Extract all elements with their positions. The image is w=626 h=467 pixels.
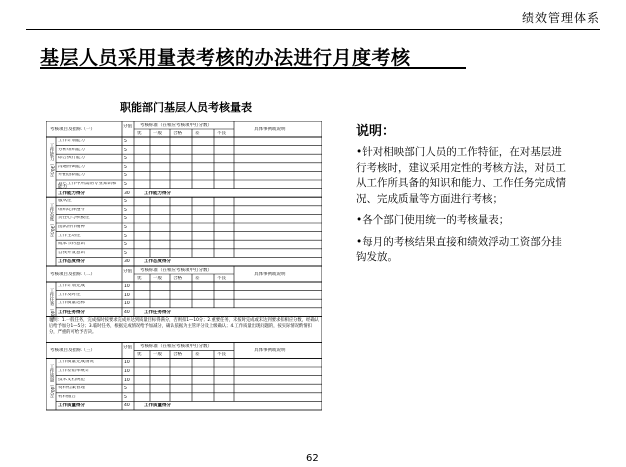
section1-row-0: 工作计划能力 (58, 139, 85, 143)
section4-eval-label: 考核标准（在相应考核项中打分数） (140, 343, 212, 349)
section3-level-3: 差 (195, 275, 200, 281)
section1-row-5: 其它工作中所需的专业知识和能力 (58, 182, 117, 191)
section3-eval-label: 考核标准（在相应考核项中打分数） (140, 267, 212, 273)
section4-level-2: 合格 (173, 351, 182, 357)
section1-row-weight-0: 5 (124, 139, 127, 144)
section3-group-label: 工作任务（40分） (49, 288, 54, 326)
explanation-panel (356, 120, 568, 272)
section2-subtotal-echo: 工作态度得分 (144, 259, 171, 265)
section1-row-weight-2: 5 (124, 156, 127, 162)
section3-remark: 说明：1.一般任务，完成按时按要求完成并达到质量目标得满分，否则扣1—10分；2.重要任务，未按时完成或未达到要求扣相应分数，经确认后给予加分1—5分；3.临时任务，根据完成情况给予加减分，确认依据为主管评分及上级确认；4.工作质量出现问题的，按实际情况酌情扣分，严重的可给予否决。 (49, 318, 319, 335)
section2-row-weight-0: 5 (124, 199, 127, 205)
section3-row-weight-0: 10 (124, 284, 130, 289)
section2-row-weight-6: 5 (124, 250, 127, 256)
explanation-item-3: •每月的考核结果直接和绩效浮动工资部分挂钩发放。 (356, 235, 562, 263)
section4-row-weight-0: 10 (124, 360, 130, 366)
section4-level-4: 不良 (217, 351, 226, 357)
explanation-label: 说明： (356, 124, 396, 139)
section2-row-weight-1: 5 (124, 207, 127, 213)
section1-row-4: 开拓创新能力 (58, 173, 85, 178)
section1-header: 考核项目及指标（一） (50, 126, 95, 132)
section4-row-0: 工作质量完成情况 (58, 360, 94, 365)
section1-subtotal-echo: 工作能力得分 (144, 190, 171, 196)
section3-row-weight-2: 10 (124, 301, 130, 307)
section3-subtotal-weight: 40 (124, 309, 130, 315)
section1-row-weight-1: 5 (124, 147, 127, 153)
page-number: 62 (306, 453, 319, 464)
section4-row-4: 材料报告 (58, 394, 76, 399)
section3-subtotal-label: 工作任务得分 (58, 309, 85, 315)
section4-subtotal-echo: 工作质量得分 (144, 403, 171, 409)
section1-row-weight-5: 5 (124, 182, 127, 187)
section1-eval-label: 考核标准（在相应考核项中打分数） (140, 122, 212, 128)
section2-row-weight-3: 5 (124, 225, 127, 230)
section3-weight-label: 分值 (123, 269, 132, 274)
section2-group-label: 工作态度（30分） (49, 203, 54, 241)
section3-subtotal-echo: 工作任务得分 (144, 309, 171, 315)
section1-row-2: 综合执行能力 (58, 156, 85, 161)
section2-row-2: 责任心与积极性 (58, 216, 90, 221)
section1-subtotal-weight: 30 (124, 190, 130, 196)
section4-header: 考核项目及指标（三） (50, 347, 95, 353)
section4-level-1: 一般 (153, 351, 162, 357)
section4-row-weight-3: 5 (124, 386, 127, 392)
section2-row-5: 成本节约意识 (58, 242, 85, 247)
section3-level-4: 不良 (217, 275, 226, 281)
section3-row-2: 工作质量达标 (58, 301, 85, 306)
section1-level-0: 优 (137, 130, 142, 136)
explanation-item-1: •针对相映部门人员的工作特征，在对基层进行考核时，建议采用定性的考核方法，对员工从工作所具备的知识和能力、工作任务完成情况、完成质量等方面进行考核； (356, 146, 566, 205)
header-system-title: 绩效管理体系 (521, 11, 600, 25)
section1-row-weight-3: 5 (124, 164, 127, 170)
section1-note-label: 具体事例或说明 (254, 126, 286, 132)
section2-row-4: 工作主动性 (58, 233, 81, 238)
section4-row-2: 技术文档规范 (58, 377, 85, 382)
section2-row-weight-4: 5 (124, 233, 127, 239)
section1-subtotal-label: 工作能力得分 (58, 190, 85, 196)
section4-note-label: 具体事例或说明 (254, 347, 286, 353)
page-title: 基层人员采用量表考核的办法进行月度考核 (40, 47, 411, 69)
assessment-table (46, 121, 322, 448)
section2-row-0: 服从性 (58, 199, 72, 204)
section1-level-3: 差 (195, 130, 200, 136)
section4-weight-label: 分值 (123, 345, 132, 351)
section2-row-3: 团队协作精神 (58, 225, 85, 229)
section4-group-label: 工作质量（40分） (49, 364, 54, 402)
section1-level-1: 一般 (153, 130, 162, 136)
section2-row-6: 自我开发意识 (58, 250, 85, 255)
header-divider (26, 29, 600, 30)
section4-row-3: 资料档案管理 (58, 386, 85, 391)
section4-subtotal-weight: 40 (124, 403, 130, 409)
section1-level-2: 合格 (173, 130, 182, 136)
section3-note-label: 具体事例或说明 (254, 271, 286, 277)
section3-level-2: 合格 (173, 275, 182, 281)
section4-level-3: 差 (195, 351, 200, 357)
section2-row-1: 组织纪律遵守 (58, 207, 85, 212)
section3-row-weight-1: 10 (124, 292, 130, 298)
section2-subtotal-label: 工作态度得分 (58, 259, 85, 265)
section2-row-weight-2: 5 (124, 216, 127, 222)
section4-row-weight-2: 10 (124, 377, 130, 383)
section4-level-0: 优 (137, 351, 142, 357)
section3-level-1: 一般 (153, 275, 162, 281)
section2-subtotal-weight: 30 (124, 259, 130, 265)
section1-row-1: 分析组织能力 (58, 147, 85, 152)
section4-row-weight-4: 5 (124, 394, 127, 400)
section4-row-weight-1: 10 (124, 369, 130, 374)
section1-row-3: 沟通协调能力 (58, 164, 85, 169)
section1-weight-label: 分值 (123, 124, 132, 129)
section3-level-0: 优 (137, 275, 142, 281)
section1-group-label: 工作能力（30分） (49, 143, 54, 181)
table-title: 职能部门基层人员考核量表 (120, 101, 252, 114)
title-underline (40, 67, 466, 69)
section3-header: 考核项目及指标（二） (50, 271, 95, 277)
section1-level-4: 不良 (217, 130, 226, 136)
section4-row-1: 工作差错率统计 (58, 369, 90, 373)
section4-subtotal-label: 工作质量得分 (58, 403, 85, 409)
explanation-item-2: •各个部门使用统一的考核量表； (356, 214, 510, 226)
section3-row-1: 工作及时性 (58, 292, 81, 297)
section3-row-0: 工作计划完成 (58, 284, 85, 288)
section2-row-weight-5: 5 (124, 242, 127, 248)
section1-row-weight-4: 5 (124, 173, 127, 179)
